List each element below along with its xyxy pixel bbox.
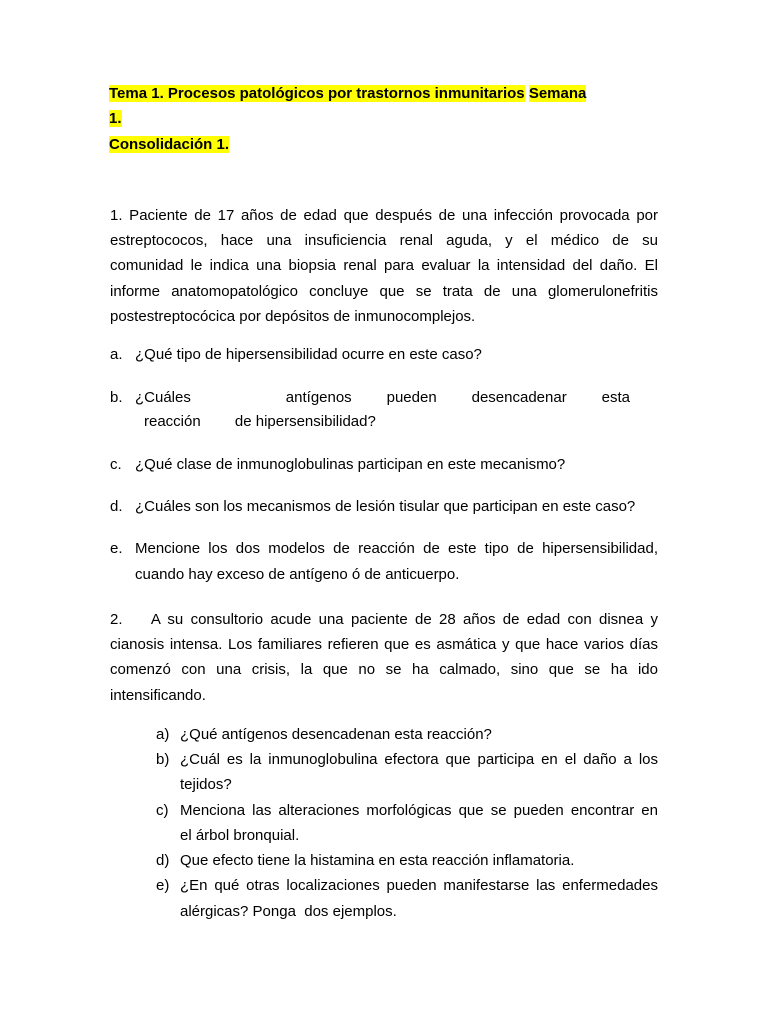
- item-marker: c): [156, 802, 169, 819]
- q1-line: estreptococos, hace una insuficiencia renal aguda, y el médico de su: [110, 232, 658, 250]
- question-2-paragraph: [110, 607, 658, 708]
- item-text: [135, 540, 658, 558]
- item-word: esta: [601, 389, 630, 406]
- item-word: ¿Cuáles: [135, 389, 191, 406]
- item-text: ¿Cuáles son los mecanismos de lesión tisular que participan en este caso?: [135, 498, 636, 515]
- item-text: [180, 877, 658, 895]
- list-item: [156, 852, 169, 870]
- item-line: Mencione los dos modelos de reacción de este tipo de hipersensibilidad,: [135, 540, 658, 557]
- page-title: [109, 85, 586, 103]
- q1-line: comunidad le indica una biopsia renal para evaluar la intensidad del daño. El: [110, 257, 658, 275]
- item-text-continued: tejidos?: [180, 776, 232, 793]
- item-word: desencadenar: [471, 389, 567, 406]
- item-text: ¿Qué antígenos desencadenan esta reacción?: [180, 726, 492, 743]
- item-text-continued: el árbol bronquial.: [180, 827, 300, 844]
- list-item: [110, 498, 123, 516]
- q1-line: 1. Paciente de 17 años de edad que después de una infección provocada por: [110, 207, 658, 224]
- item-word: reacción: [144, 413, 201, 430]
- item-marker: e.: [110, 540, 123, 557]
- list-item: [156, 751, 169, 769]
- item-line: ¿Cuál es la inmunoglobulina efectora que participa en el daño a los: [180, 751, 658, 768]
- item-marker: b): [156, 751, 170, 768]
- item-line: Menciona las alteraciones morfológicas que se pueden encontrar en: [180, 802, 658, 819]
- item-marker: a): [156, 726, 170, 743]
- title-week-num-text: 1.: [109, 110, 122, 127]
- item-text-continued: alérgicas? Ponga dos ejemplos.: [180, 903, 397, 920]
- item-text: [135, 389, 630, 407]
- item-word: antígenos: [285, 389, 352, 406]
- item-marker: c.: [110, 456, 122, 473]
- item-text: ¿Qué clase de inmunoglobulinas participan en este mecanismo?: [135, 456, 566, 473]
- list-item: [110, 389, 123, 407]
- q2-line: 2. A su consultorio acude una paciente de 28 años de edad con disnea y: [110, 611, 658, 628]
- list-item: [110, 456, 122, 474]
- title-week: Semana: [528, 85, 587, 102]
- consolidation-heading: [109, 136, 229, 154]
- list-item: [110, 346, 123, 364]
- item-marker: d): [156, 852, 170, 869]
- q2-line: comenzó con una crisis, la que no se ha calmado, sino que se ha ido: [110, 661, 658, 679]
- item-text: ¿Qué tipo de hipersensibilidad ocurre en este caso?: [135, 346, 482, 363]
- list-item: [110, 540, 123, 558]
- q1-line: postestreptocócica por depósitos de inmunocomplejos.: [110, 307, 476, 325]
- title-week-number: [109, 110, 122, 128]
- item-word: de hipersensibilidad?: [234, 413, 376, 430]
- consolidation-text: Consolidación 1.: [109, 136, 230, 153]
- item-text: [180, 751, 658, 769]
- list-item: [156, 802, 169, 820]
- list-item: [156, 877, 169, 895]
- q2-line: intensificando.: [110, 686, 206, 704]
- list-item: [156, 726, 169, 744]
- item-text: Que efecto tiene la histamina en esta reacción inflamatoria.: [180, 852, 575, 869]
- item-marker: b.: [110, 389, 123, 406]
- item-marker: a.: [110, 346, 123, 363]
- title-main: Tema 1. Procesos patológicos por trastornos inmunitarios: [109, 85, 525, 102]
- item-word: pueden: [386, 389, 437, 406]
- item-line: ¿En qué otras localizaciones pueden manifestarse las enfermedades: [180, 877, 658, 894]
- item-text-continued: [144, 413, 376, 431]
- item-marker: d.: [110, 498, 123, 515]
- q2-line: cianosis intensa. Los familiares refieren que es asmática y que hace varios días: [110, 636, 658, 654]
- item-marker: e): [156, 877, 170, 894]
- item-text-continued: cuando hay exceso de antígeno ó de anticuerpo.: [135, 566, 460, 583]
- q1-line: informe anatomopatológico concluye que se trata de una glomerulonefritis: [110, 282, 658, 300]
- item-text: [180, 802, 658, 820]
- question-1-paragraph: [110, 203, 658, 329]
